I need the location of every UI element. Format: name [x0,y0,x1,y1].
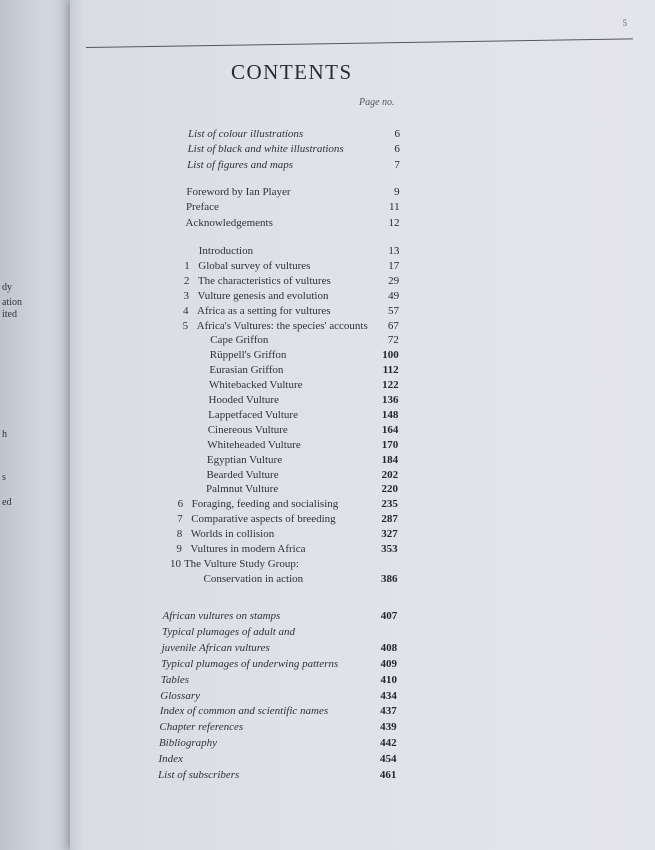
toc-page-number: 148 [381,408,399,421]
toc-entry-title: Index [158,753,183,766]
chapter-number: 8 [176,528,183,541]
toc-entry-title: Preface [185,201,219,214]
facing-page-text-fragment: ed [2,497,12,508]
chapter-number: 2 [183,274,190,287]
toc-entry-title: Global survey of vultures [198,259,311,272]
toc-entry-title: Cape Griffon [210,334,269,347]
toc-page-number: 409 [380,657,398,670]
toc-page-number: 6 [394,128,400,140]
toc-page-number: 220 [381,483,398,496]
facing-page-edge [0,0,76,850]
toc-entry [179,439,301,451]
chapter-number: 4 [183,304,189,317]
toc-page-number: 67 [387,319,399,332]
toc-entry [186,186,290,198]
toc-entry [169,557,299,570]
toc-entry [181,364,283,376]
toc-page-number: 437 [380,705,397,718]
toc-entry [187,159,293,171]
toc-entry-title: List of colour illustrations [188,128,304,140]
toc-entry [163,610,281,622]
toc-entry [177,513,335,525]
toc-entry-title: Vultures in modern Africa [190,543,306,555]
toc-entry-title: Conservation in action [203,572,304,585]
toc-page-number: 11 [388,201,400,214]
toc-entry [180,424,288,436]
toc-entry [186,201,219,213]
toc-page-number: 9 [394,186,400,198]
toc-entry-title: Cinereous Vulture [207,423,288,436]
toc-page-number: 461 [379,769,397,781]
toc-page-number: 170 [381,438,399,451]
toc-page-number: 353 [381,543,398,555]
chapter-number: 3 [183,289,189,302]
toc-entry [161,674,189,686]
toc-entry [158,769,239,781]
toc-entry [181,394,279,406]
toc-entry-title: Whiteheaded Vulture [207,438,301,451]
toc-page-number: 408 [380,641,398,654]
toc-entry [186,217,273,229]
toc-page-number: 434 [380,689,397,702]
toc-entry [160,705,328,717]
toc-page-number: 6 [394,143,400,156]
toc-entry [183,305,330,317]
toc-entry-title: Eurasian Griffon [209,364,284,377]
toc-entry-title: juvenile African vultures [161,641,270,654]
toc-entry [159,737,217,749]
toc-page-number: 235 [381,498,398,511]
toc-entry-title: Worlds in collision [190,528,275,541]
toc-page-number: 327 [381,528,398,541]
toc-page-number: 112 [382,364,399,377]
toc-page-number: 410 [380,673,397,686]
toc-entry [182,349,287,361]
toc-entry [183,320,368,332]
toc-page-number: 29 [388,274,400,287]
toc-entry-title: Introduction [198,245,254,257]
page-title: CONTENTS [231,60,353,84]
toc-entry-title: Africa as a setting for vultures [197,304,331,317]
toc-entry [184,260,310,272]
toc-page-number: 386 [381,572,398,585]
toc-entry [176,573,304,585]
toc-entry [185,245,253,257]
toc-entry [162,626,295,638]
toc-entry-title: Hooded Vulture [208,394,279,406]
toc-entry-title: The characteristics of vultures [197,274,331,287]
toc-entry-title: Index of common and scientific names [159,705,329,718]
toc-entry-title: Bibliography [158,737,217,750]
toc-page-number: 439 [380,721,397,734]
page-number: 5 [622,18,627,28]
toc-page-number: 136 [382,394,399,406]
toc-entry-title: Chapter references [159,721,244,734]
chapter-number: 5 [182,319,189,332]
chapter-number: 9 [176,543,182,555]
chapter-number: 1 [184,259,190,272]
toc-entry [179,454,282,466]
toc-entry-title: Typical plumages of adult and [162,625,296,638]
toc-entry [188,143,344,155]
toc-page-number: 72 [387,334,399,347]
toc-entry-title: Whitebacked Vulture [208,379,303,392]
chapter-number: 6 [177,498,184,511]
toc-page-number: 442 [380,737,397,750]
toc-entry [178,498,339,510]
toc-page-number: 122 [382,379,399,392]
toc-entry [178,469,278,481]
toc-entry [162,642,270,654]
facing-page-text-fragment: s [2,472,6,483]
toc-entry-title: Tables [160,673,190,686]
toc-page-number: 12 [388,216,400,229]
toc-entry-title: Bearded Vulture [206,468,279,481]
facing-page-text-fragment: h [2,429,7,440]
toc-page-number: 13 [388,245,400,257]
toc-page-number: 287 [381,513,398,526]
toc-page-number: 100 [382,349,399,362]
toc-entry [160,690,200,702]
toc-entry [178,483,278,495]
toc-page-number: 202 [381,468,399,481]
toc-entry-title: Lappetfaced Vulture [208,408,298,421]
toc-page-number: 17 [388,259,400,272]
toc-entry-title: List of subscribers [158,769,240,781]
toc-entry-title: Foraging, feeding and socialising [191,498,339,511]
toc-entry-title: Comparative aspects of breeding [191,513,336,526]
toc-page-number: 184 [381,453,399,466]
toc-entry-title: Africa's Vultures: the species' accounts [196,319,368,332]
toc-page-number: 164 [381,423,399,436]
toc-entry-title: Egyptian Vulture [206,453,283,466]
toc-entry [181,379,303,391]
toc-entry [180,409,298,421]
toc-entry-title: African vultures on stamps [162,610,281,622]
facing-page-text-fragment: ation [2,297,22,308]
toc-entry-title: Foreword by Ian Player [186,186,291,198]
chapter-number: 10 [169,557,181,570]
toc-entry [176,543,305,555]
toc-entry-title: Glossary [160,689,200,702]
toc-entry [183,290,328,302]
header-rule [86,38,633,48]
toc-entry-title: Palmnut Vulture [206,483,279,496]
toc-entry-title: List of figures and maps [187,158,294,171]
toc-entry [182,334,268,346]
toc-entry-title: Typical plumages of underwing patterns [161,657,339,670]
toc-entry [184,275,331,287]
contents-page [70,0,655,850]
toc-entry [177,528,274,540]
toc-entry-title: Rüppell's Griffon [209,349,287,362]
facing-page-text-fragment: dy [2,282,12,293]
toc-entry-title: The Vulture Study Group: [183,557,299,570]
toc-page-number: 454 [379,753,397,766]
toc-entry [188,128,303,140]
toc-entry-title: Vulture genesis and evolution [197,289,329,302]
toc-page-number: 7 [394,158,400,171]
toc-entry-title: Acknowledgements [185,216,273,229]
page-no-column-heading: Page no. [359,97,395,108]
toc-page-number: 49 [388,289,400,302]
toc-entry [158,753,182,765]
chapter-number: 7 [177,513,183,526]
toc-page-number: 57 [388,304,399,317]
toc-page-number: 407 [380,610,398,622]
toc-entry [161,658,338,670]
facing-page-text-fragment: ited [2,309,17,320]
toc-entry [159,721,243,733]
toc-entry-title: List of black and white illustrations [187,143,344,156]
